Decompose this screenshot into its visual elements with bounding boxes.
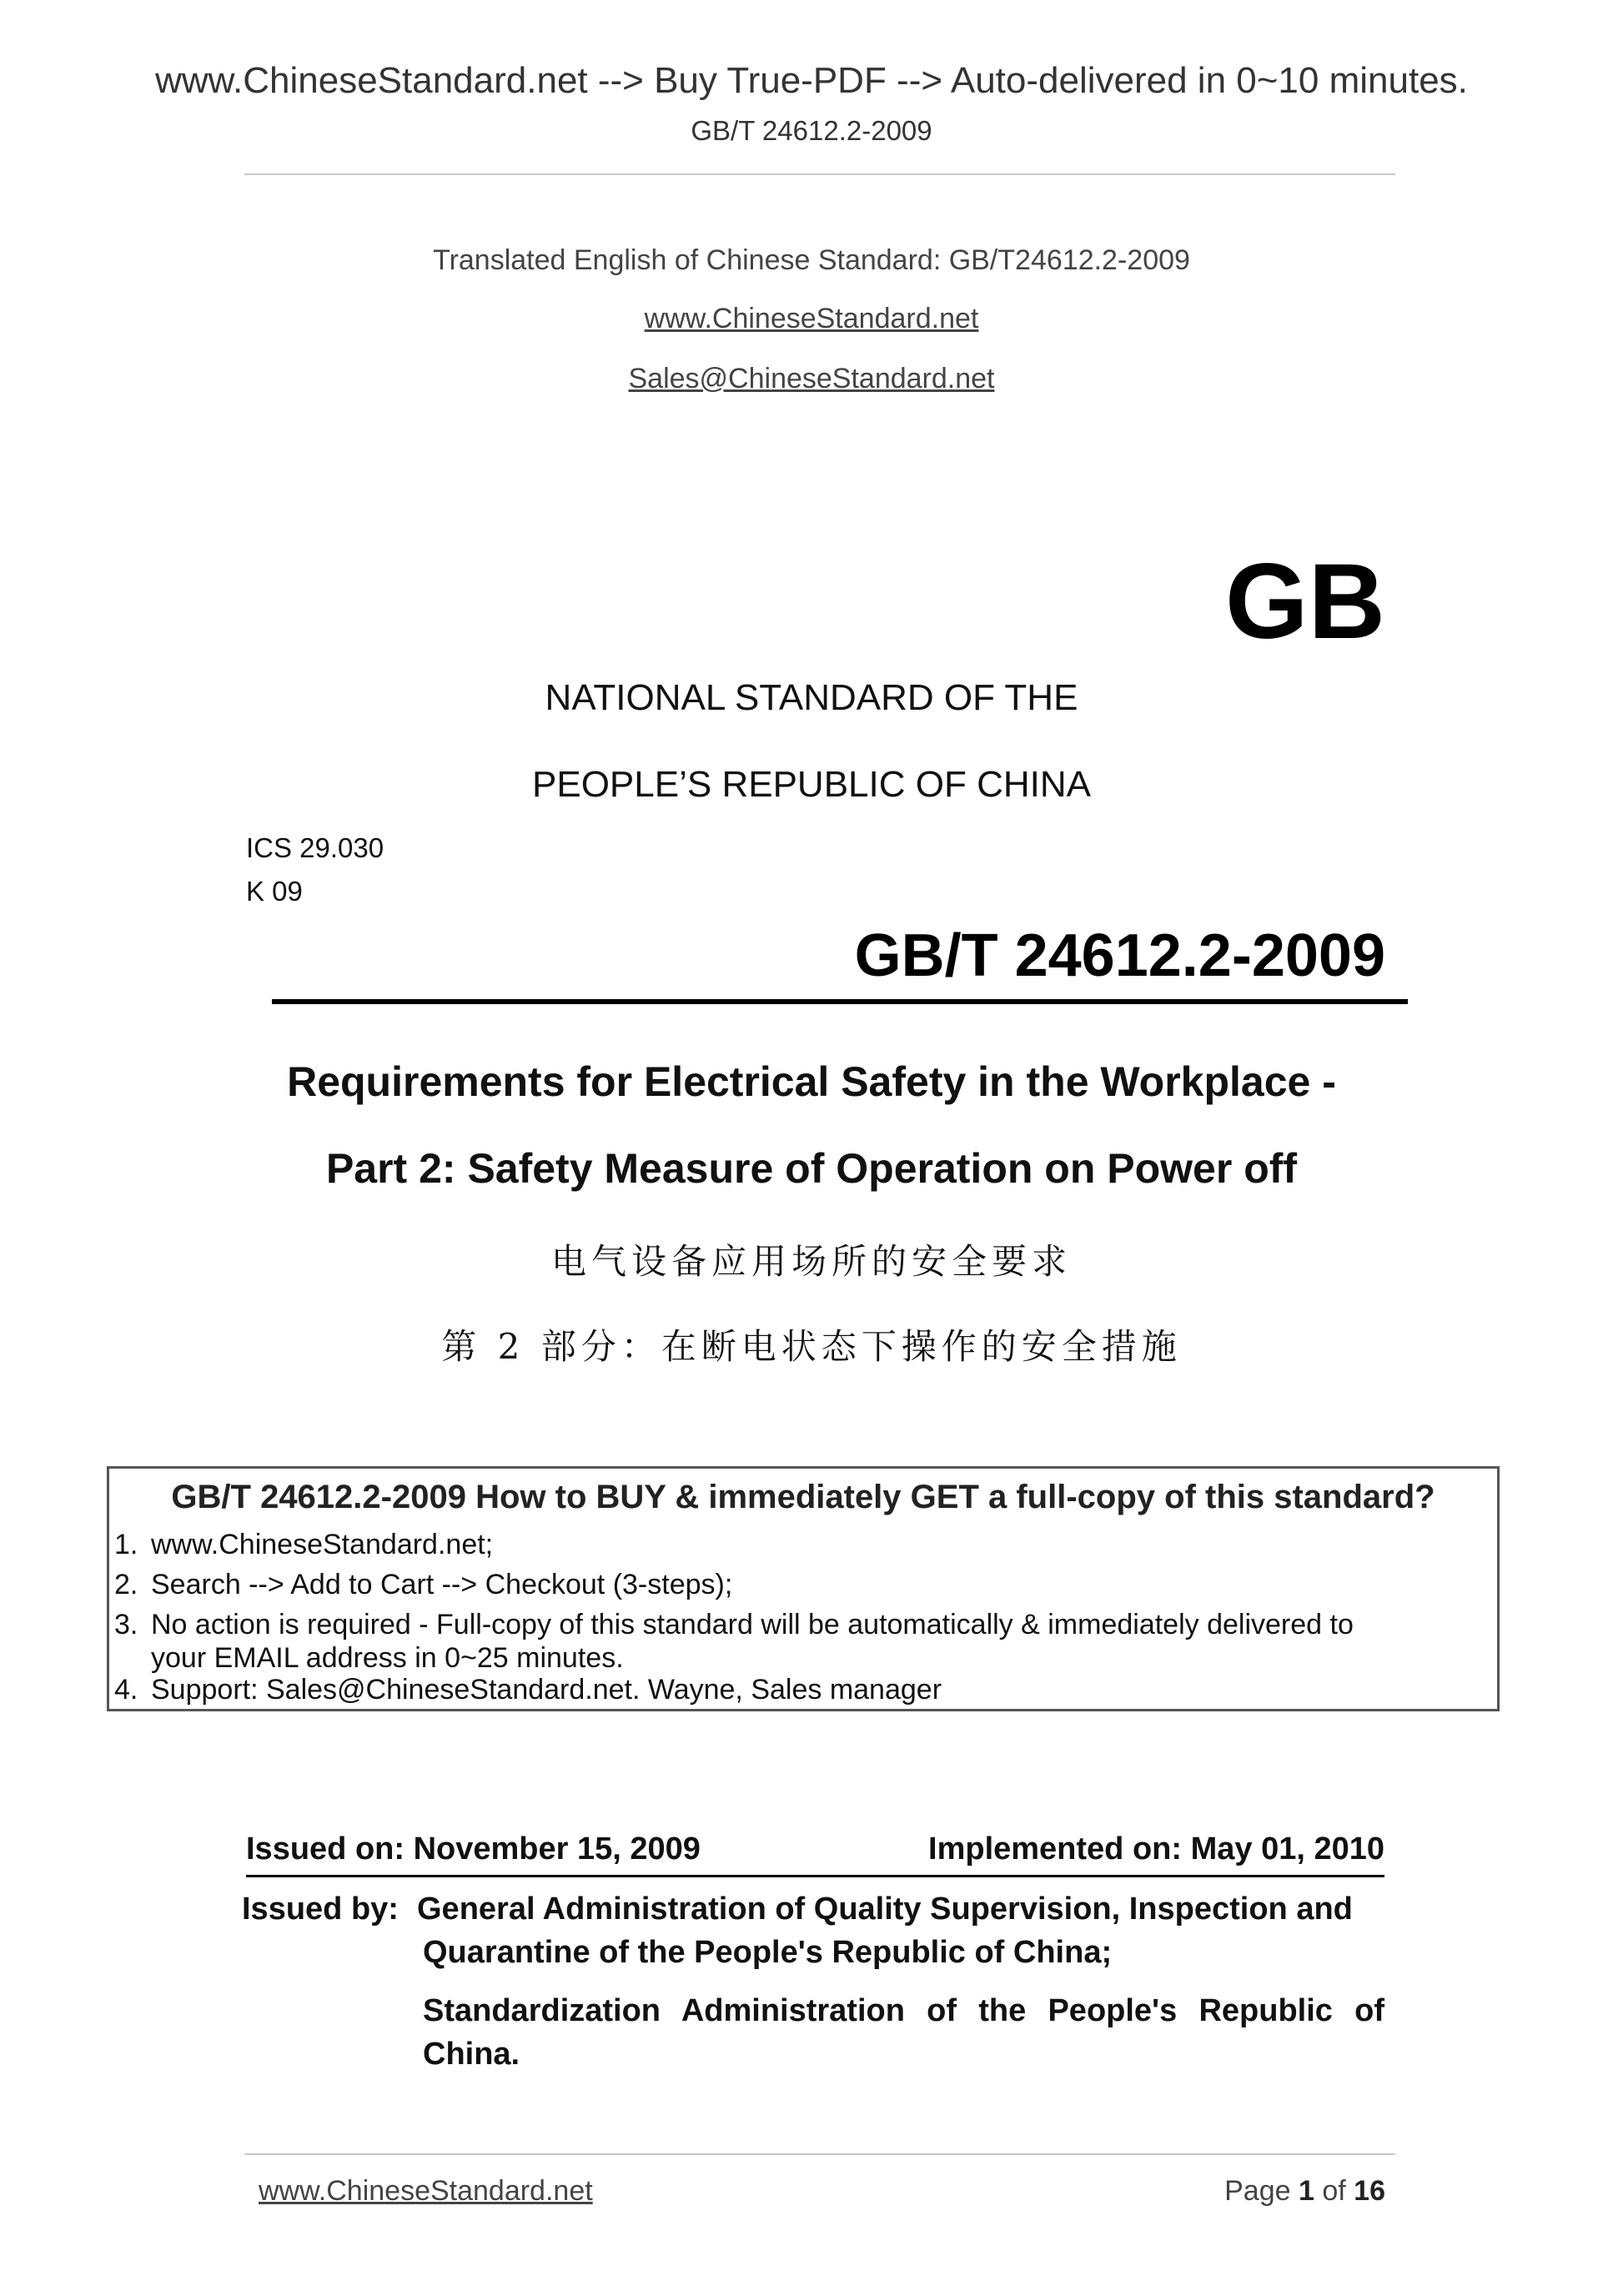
chinese-title-line1: 电气设备应用场所的安全要求	[550, 1241, 1072, 1282]
standard-number: GB/T 24612.2-2009	[854, 922, 1385, 989]
page-number	[1224, 2175, 1385, 2208]
purchase-step	[114, 1609, 1354, 1641]
ics-code: ICS 29.030	[246, 832, 384, 863]
issued-by-line4: China.	[423, 2037, 520, 2072]
step-text: No action is required - Full-copy of this standard will be automatically & immediately delivered to	[151, 1609, 1354, 1640]
step-number: 2.	[114, 1569, 138, 1600]
page-prefix: Page	[1224, 2175, 1291, 2207]
issued-by-line3: Standardization Administration of the People's Republic of	[423, 1993, 1384, 2028]
header-banner[interactable]: www.ChineseStandard.net --> Buy True-PDF --> Auto-delivered in 0~10 minutes.	[155, 60, 1468, 101]
gb-logo: GB	[1225, 542, 1385, 661]
email-link[interactable]: Sales@ChineseStandard.net	[628, 363, 995, 394]
step-text: Support: Sales@ChineseStandard.net. Wayne, Sales manager	[151, 1674, 942, 1706]
issued-by-label: Issued by:	[242, 1892, 399, 1927]
purchase-step	[114, 1569, 732, 1601]
step-text: your EMAIL address in 0~25 minutes.	[151, 1642, 624, 1674]
step-number: 3.	[114, 1609, 138, 1640]
purchase-step	[151, 1642, 624, 1675]
header-standard-code: GB/T 24612.2-2009	[691, 115, 932, 146]
title-line2: Part 2: Safety Measure of Operation on Power off	[325, 1145, 1298, 1192]
step-text[interactable]: www.ChineseStandard.net;	[151, 1529, 494, 1560]
title-line1: Requirements for Electrical Safety in the Workplace -	[287, 1058, 1336, 1105]
k-code: K 09	[246, 876, 303, 907]
issued-by-line2: Quarantine of the People's Republic of China;	[423, 1935, 1113, 1970]
issued-on: Issued on: November 15, 2009	[246, 1831, 701, 1866]
issue-dates-rule	[246, 1875, 1384, 1877]
step-text: Search --> Add to Cart --> Checkout (3-steps);	[151, 1569, 733, 1600]
issue-dates-row	[246, 1831, 1384, 1867]
purchase-box-title: GB/T 24612.2-2009 How to BUY & immediately GET a full-copy of this standard?	[171, 1479, 1435, 1515]
national-standard-line1: NATIONAL STANDARD OF THE	[545, 677, 1078, 718]
step-number: 1.	[114, 1529, 138, 1560]
national-standard-line2: PEOPLE’S REPUBLIC OF CHINA	[532, 764, 1091, 805]
standard-number-rule	[272, 999, 1408, 1004]
purchase-info-box	[107, 1466, 1500, 1711]
footer-site-link[interactable]: www.ChineseStandard.net	[259, 2175, 593, 2207]
step-number: 4.	[114, 1674, 138, 1706]
purchase-step	[114, 1674, 942, 1706]
issued-by-line1: General Administration of Quality Supervision, Inspection and	[417, 1892, 1353, 1927]
purchase-step	[114, 1529, 493, 1561]
footer-divider	[244, 2153, 1395, 2155]
page-of: of	[1322, 2175, 1346, 2207]
chinese-title-line2: 第 2 部分：在断电状态下操作的安全措施	[441, 1326, 1182, 1367]
page-total: 16	[1354, 2175, 1385, 2207]
site-link[interactable]: www.ChineseStandard.net	[644, 303, 979, 334]
header-divider	[244, 173, 1395, 175]
page-current: 1	[1298, 2175, 1314, 2207]
implemented-on: Implemented on: May 01, 2010	[928, 1831, 1384, 1866]
translated-note: Translated English of Chinese Standard: GB/T24612.2-2009	[433, 244, 1190, 276]
